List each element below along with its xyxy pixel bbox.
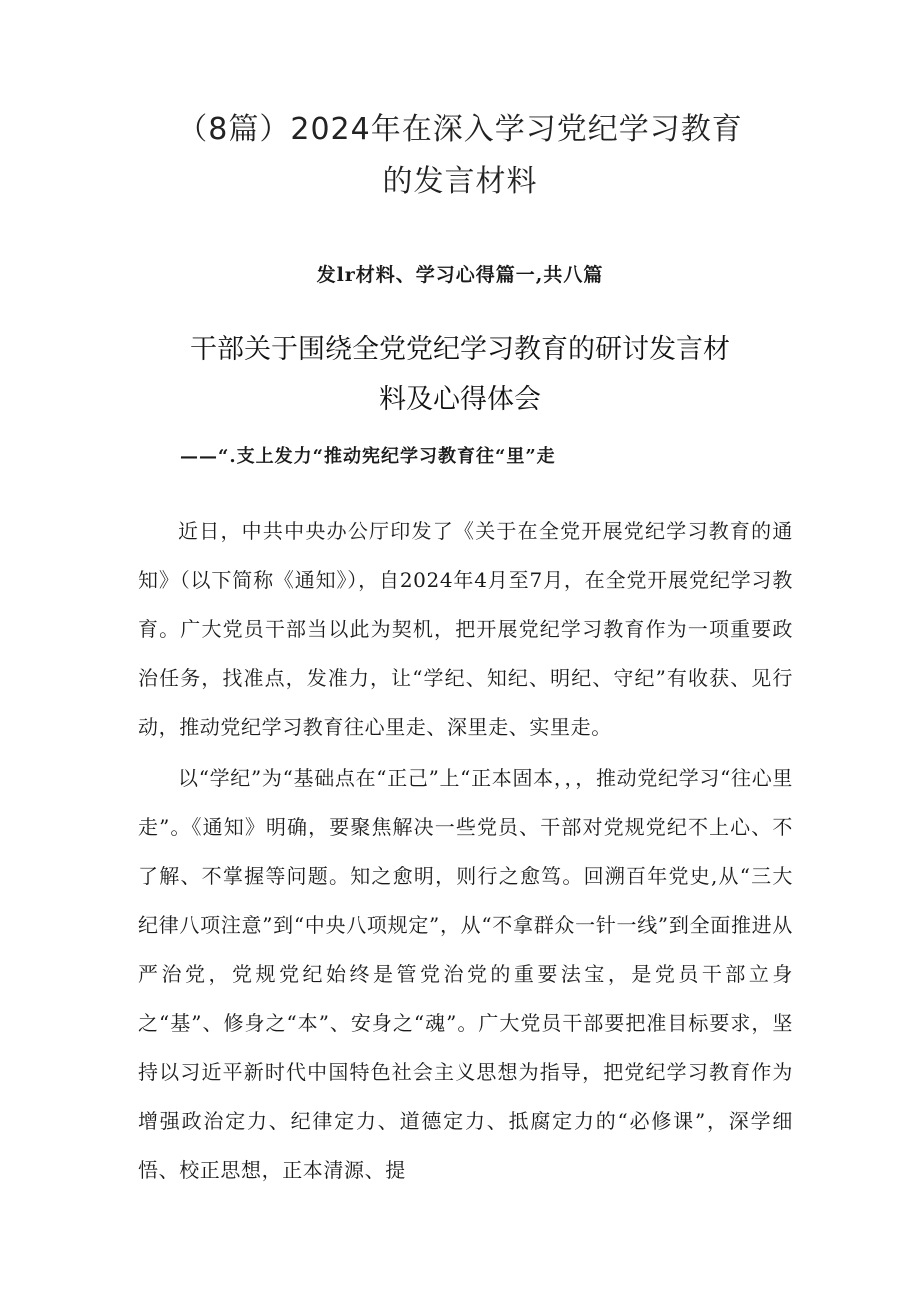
paragraph: 近日，中共中央办公厅印发了《关于在全党开展党纪学习教育的通知》（以下简称《通知》），自2024年4月至7月，在全党开展党纪学习教育。广大党员干部当以此为契机，把开展党纪学习教育作为一项重要政治任务，找准点，发准力，让“学纪、知纪、明纪、守纪”有收获、见行动，推动党纪学习教育往心里走、深里走、实里走。 xyxy=(138,519,793,739)
paragraph-2-block xyxy=(138,754,793,1195)
main-title-line-1: （8篇）2024年在深入学习党纪学习教育 xyxy=(177,112,743,147)
article-title-line-2: 料及心得体会 xyxy=(379,384,541,415)
series-label: 发lr材料、学习心得篇一,共八篇 xyxy=(316,264,604,286)
main-title xyxy=(130,104,790,208)
paragraph: 以“学纪”为“基础点在“正己”上“正本固本，，，推动党纪学习“往心里走”。《通知》明确，要聚焦解决一些党员、干部对党规党纪不上心、不了解、不掌握等问题。知之愈明，则行之愈笃。回溯百年党史,从“三大纪律八项注意”到“中央八项规定”，从“不拿群众一针一线”到全面推进从严治党，党规党纪始终是管党治党的重要法宝，是党员干部立身之“基”、修身之“本”、安身之“魂”。广大党员干部要把准目标要求，坚持以习近平新时代中国特色社会主义思想为指导，把党纪学习教育作为增强政治定力、纪律定力、道德定力、抵腐定力的“必修课”，深学细悟、校正思想，正本清源、提 xyxy=(138,766,793,1182)
article-subtitle: ——“.支上发力“推动宪纪学习教育往“里”走 xyxy=(180,446,556,467)
article-title xyxy=(150,325,770,425)
paragraph-1-block xyxy=(138,507,793,752)
main-title-line-2: 的发言材料 xyxy=(382,164,538,199)
article-title-line-1: 干部关于围绕全党党纪学习教育的研讨发言材 xyxy=(190,334,730,365)
